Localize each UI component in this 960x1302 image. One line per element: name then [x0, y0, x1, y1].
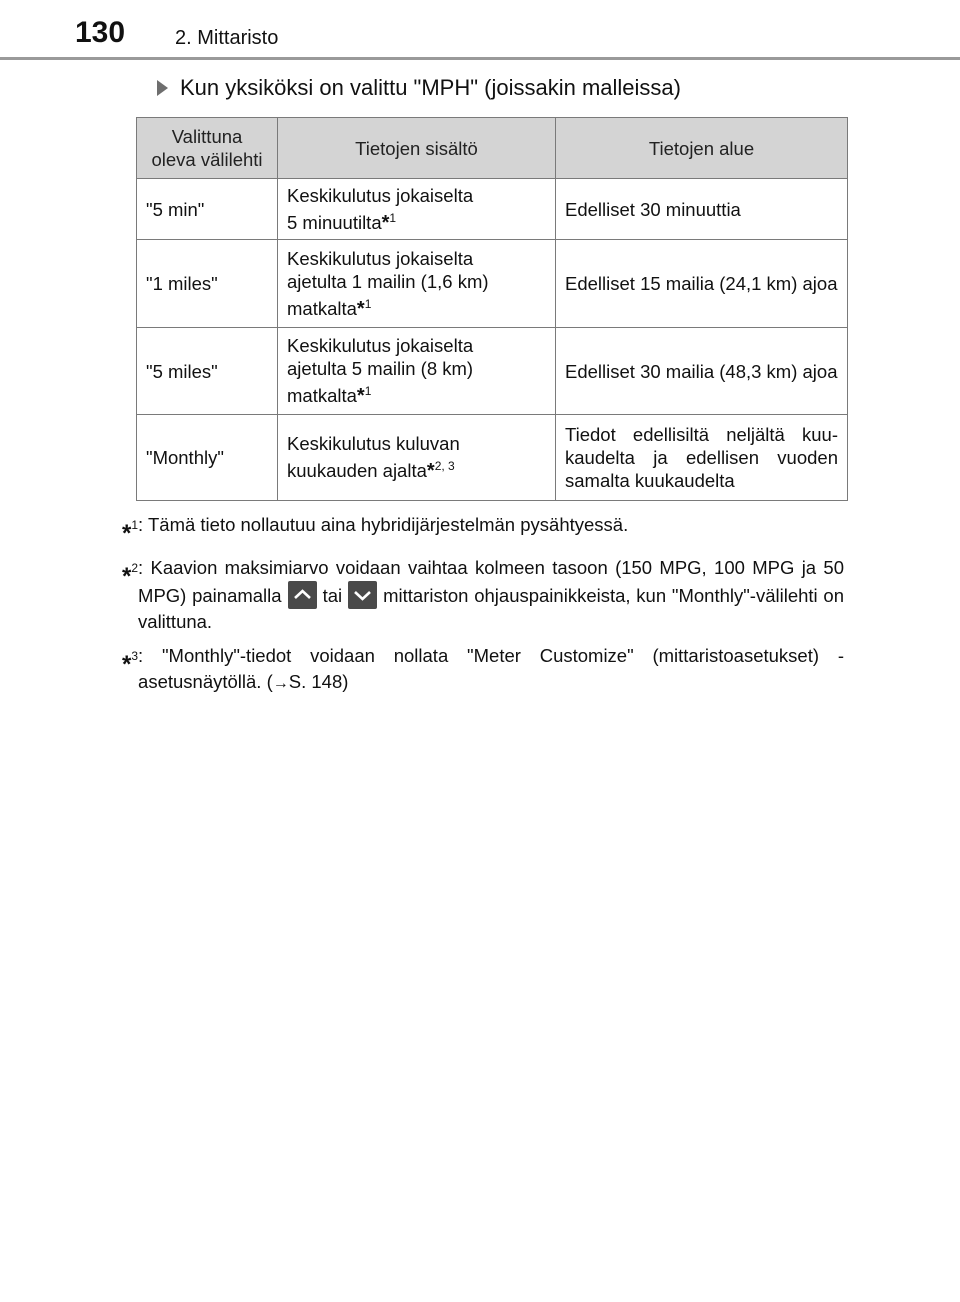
- cell-range: Edelliset 15 mailia (24,1 km) ajoa: [556, 240, 848, 328]
- section-subheading: [157, 75, 681, 101]
- asterisk-icon: *: [122, 520, 132, 547]
- table-row: [137, 328, 848, 415]
- triangle-right-icon: [157, 80, 168, 96]
- column-header-range: Tietojen alue: [556, 118, 848, 179]
- asterisk-icon: *: [122, 651, 132, 678]
- asterisk-icon: *: [426, 460, 435, 482]
- cell-tab: "Monthly": [137, 415, 278, 501]
- footnotes: [122, 512, 844, 705]
- cell-tab: "1 miles": [137, 240, 278, 328]
- column-header-content: Tietojen sisältö: [278, 118, 556, 179]
- cell-content: Keskikulutus jokaiselta ajetulta 1 mailin (1,6 km) matkalta*$^1$: [278, 240, 556, 328]
- cell-range: Tiedot edellisiltä neljältä kuu-kaudelta ja edellisen vuoden samalta kuukaudelta: [556, 415, 848, 501]
- cell-tab: "5 miles": [137, 328, 278, 415]
- asterisk-icon: *: [122, 563, 132, 590]
- footnote-1: *$^1$ : Tämä tieto nollautuu aina hybridijärjestelmän pysähtyessä.: [122, 514, 629, 547]
- cell-range: Edelliset 30 minuuttia: [556, 179, 848, 240]
- cell-content: Keskikulutus kuluvan kuukauden ajalta*$^{2, 3}$: [278, 415, 556, 501]
- footnote-2: *$^2$ : Kaavion maksimiarvo voidaan vaihtaa kolmeen tasoon (150 MPG, 100 MPG ja 50 MPG) painamalla tai mittariston ohjauspainikkeista, kun "Monthly"-välilehti on valittuna.: [122, 557, 844, 632]
- chevron-down-icon: [348, 581, 377, 609]
- table-row: [137, 179, 848, 240]
- cell-content: Keskikulutus jokaiselta ajetulta 5 mailin (8 km) matkalta*$^1$: [278, 328, 556, 415]
- page-header: [0, 0, 960, 58]
- table-row: [137, 415, 848, 501]
- footnote-3: *$^3$ : "Monthly"-tiedot voidaan nollata "Meter Customize" (mittaristoasetukset) -asetusnäytöllä. (→S. 148): [122, 645, 844, 692]
- subheading-text: Kun yksiköksi on valittu "MPH" (joissakin malleissa): [180, 75, 681, 100]
- asterisk-icon: *: [356, 385, 365, 407]
- header-rule: [0, 57, 960, 60]
- cell-tab: "5 min": [137, 179, 278, 240]
- chapter-title: 2. Mittaristo: [175, 27, 279, 49]
- page-number: 130: [75, 16, 126, 49]
- column-header-tab: Valittuna oleva välilehti: [137, 118, 278, 179]
- table-row: [137, 240, 848, 328]
- asterisk-icon: *: [381, 211, 390, 234]
- asterisk-icon: *: [356, 297, 365, 320]
- arrow-right-icon: →: [272, 675, 289, 692]
- cell-range: Edelliset 30 mailia (48,3 km) ajoa: [556, 328, 848, 415]
- data-table: [136, 117, 848, 501]
- table-header-row: [137, 118, 848, 179]
- cell-content: Keskikulutus jokaiselta 5 minuutilta*$^1$: [278, 179, 556, 240]
- chevron-up-icon: [288, 581, 317, 609]
